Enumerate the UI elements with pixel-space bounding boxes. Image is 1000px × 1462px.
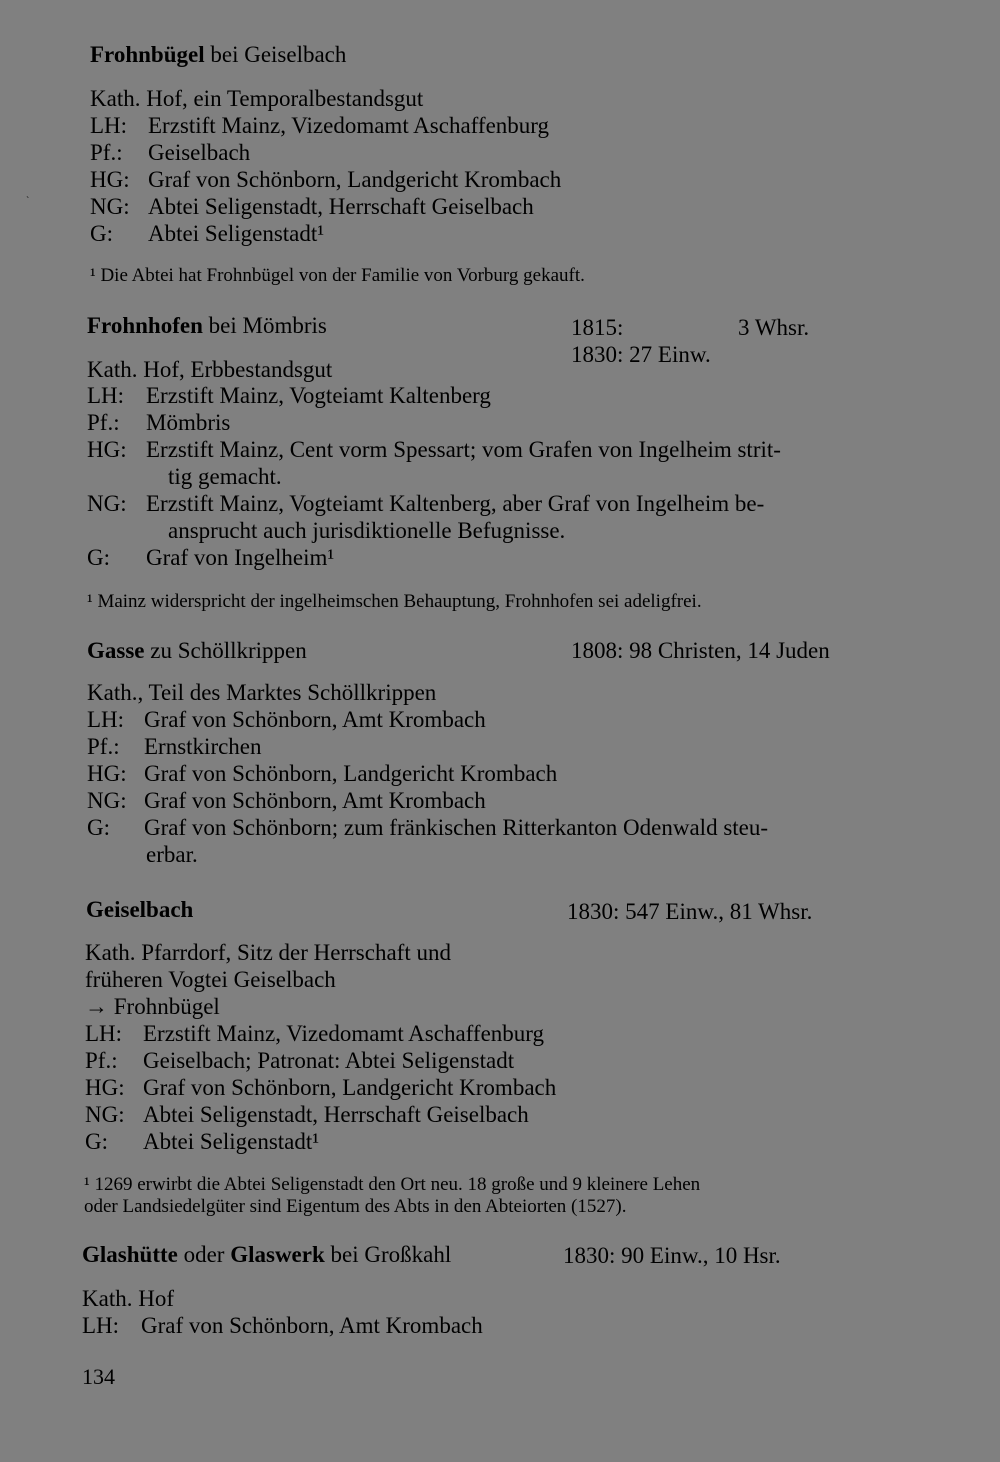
entry-description: Kath., Teil des Marktes Schöllkrippen bbox=[87, 680, 437, 705]
line-g bbox=[87, 545, 335, 571]
cross-reference-link[interactable]: → Frohnbügel bbox=[85, 994, 220, 1019]
line-continuation: ansprucht auch jurisdiktionelle Befugnisse. bbox=[168, 518, 566, 543]
entry-heading bbox=[87, 638, 307, 664]
line-value: Abtei Seligenstadt, Herrschaft Geiselbach bbox=[143, 1102, 529, 1127]
line-value: Graf von Ingelheim¹ bbox=[146, 545, 335, 570]
scan-speck: ` bbox=[26, 196, 30, 207]
line-hg bbox=[90, 167, 562, 193]
line-value: Erzstift Mainz, Vogteiamt Kaltenberg bbox=[146, 383, 491, 408]
line-label: LH: bbox=[87, 383, 125, 408]
line-pf bbox=[90, 140, 251, 166]
line-ng bbox=[85, 1102, 529, 1128]
line-ng bbox=[87, 491, 765, 517]
line-value: Erzstift Mainz, Cent vorm Spessart; vom Grafen von Ingelheim strit- bbox=[146, 437, 781, 462]
place-name: Glashütte bbox=[82, 1242, 178, 1267]
line-label: LH: bbox=[85, 1021, 123, 1046]
place-connector: oder bbox=[177, 1242, 231, 1267]
line-lh bbox=[87, 707, 486, 733]
place-name: Frohnhofen bbox=[87, 313, 203, 338]
place-name-alt: Glaswerk bbox=[230, 1242, 325, 1267]
line-g bbox=[85, 1129, 320, 1155]
line-continuation: erbar. bbox=[146, 842, 198, 867]
line-value: Graf von Schönborn, Landgericht Krombach bbox=[148, 167, 562, 192]
stat-line: 1830: 90 Einw., 10 Hsr. bbox=[563, 1243, 781, 1268]
line-value: Graf von Schönborn, Amt Krombach bbox=[141, 1313, 483, 1338]
line-lh bbox=[90, 113, 550, 139]
line-label: HG: bbox=[87, 437, 127, 462]
line-value: Abtei Seligenstadt¹ bbox=[143, 1129, 320, 1154]
place-suffix: bei Großkahl bbox=[324, 1242, 452, 1267]
line-label: LH: bbox=[90, 113, 128, 138]
footnote: ¹ Die Abtei hat Frohnbügel von der Familie von Vorburg gekauft. bbox=[90, 265, 585, 286]
line-pf bbox=[87, 734, 262, 760]
entry-description: Kath. Hof bbox=[82, 1286, 174, 1311]
line-label: Pf.: bbox=[90, 140, 123, 165]
line-value: Geiselbach; Patronat: Abtei Seligenstadt bbox=[143, 1048, 515, 1073]
line-value: Graf von Schönborn, Amt Krombach bbox=[144, 707, 486, 732]
line-value: Graf von Schönborn, Landgericht Krombach bbox=[144, 761, 558, 786]
line-value: Ernstkirchen bbox=[144, 734, 262, 759]
line-lh bbox=[82, 1313, 483, 1339]
line-value: Mömbris bbox=[146, 410, 231, 435]
footnote: ¹ 1269 erwirbt die Abtei Seligenstadt den Ort neu. 18 große und 9 kleinere Lehen bbox=[84, 1174, 701, 1195]
line-pf bbox=[87, 410, 231, 436]
footnote: oder Landsiedelgüter sind Eigentum des Abts in den Abteiorten (1527). bbox=[84, 1196, 627, 1217]
entry-description: früheren Vogtei Geiselbach bbox=[85, 967, 336, 992]
stat-line: 1808: 98 Christen, 14 Juden bbox=[571, 638, 830, 663]
stat-value: 3 Whsr. bbox=[738, 315, 810, 340]
line-value: Abtei Seligenstadt, Herrschaft Geiselbach bbox=[148, 194, 534, 219]
line-ng bbox=[87, 788, 486, 814]
line-label: LH: bbox=[82, 1313, 120, 1338]
line-value: Erzstift Mainz, Vogteiamt Kaltenberg, aber Graf von Ingelheim be- bbox=[146, 491, 765, 516]
line-label: HG: bbox=[85, 1075, 125, 1100]
line-hg bbox=[87, 761, 558, 787]
entry-description: Kath. Hof, Erbbestandsgut bbox=[87, 357, 333, 382]
stat-line: 1830: 27 Einw. bbox=[571, 342, 711, 367]
footnote: ¹ Mainz widerspricht der ingelheimschen Behauptung, Frohnhofen sei adeligfrei. bbox=[87, 591, 702, 612]
line-label: HG: bbox=[90, 167, 130, 192]
line-value: Abtei Seligenstadt¹ bbox=[148, 221, 325, 246]
line-label: Pf.: bbox=[87, 410, 120, 435]
stat-line: 1830: 547 Einw., 81 Whsr. bbox=[567, 899, 813, 924]
line-value: Graf von Schönborn; zum fränkischen Ritterkanton Odenwald steu- bbox=[144, 815, 769, 840]
line-label: NG: bbox=[87, 788, 127, 813]
line-pf bbox=[85, 1048, 515, 1074]
line-label: G: bbox=[90, 221, 113, 246]
line-hg bbox=[85, 1075, 557, 1101]
line-value: Erzstift Mainz, Vizedomamt Aschaffenburg bbox=[143, 1021, 545, 1046]
line-value: Graf von Schönborn, Landgericht Krombach bbox=[143, 1075, 557, 1100]
line-value: Graf von Schönborn, Amt Krombach bbox=[144, 788, 486, 813]
line-label: LH: bbox=[87, 707, 125, 732]
entry-heading bbox=[86, 897, 193, 923]
line-lh bbox=[87, 383, 491, 409]
line-label: NG: bbox=[87, 491, 127, 516]
place-name: Geiselbach bbox=[86, 897, 194, 922]
line-continuation: tig gemacht. bbox=[168, 464, 282, 489]
line-value: Erzstift Mainz, Vizedomamt Aschaffenburg bbox=[148, 113, 550, 138]
entry-heading bbox=[87, 313, 327, 339]
place-suffix: zu Schöllkrippen bbox=[144, 638, 307, 663]
line-lh bbox=[85, 1021, 545, 1047]
line-label: Pf.: bbox=[87, 734, 120, 759]
line-label: NG: bbox=[85, 1102, 125, 1127]
line-label: HG: bbox=[87, 761, 127, 786]
line-label: G: bbox=[85, 1129, 108, 1154]
line-label: G: bbox=[87, 815, 110, 840]
place-suffix: bei Mömbris bbox=[202, 313, 327, 338]
entry-description: Kath. Hof, ein Temporalbestandsgut bbox=[90, 86, 424, 111]
page-number: 134 bbox=[82, 1364, 115, 1389]
line-label: Pf.: bbox=[85, 1048, 118, 1073]
entry-heading bbox=[82, 1242, 451, 1268]
stat-year: 1815: bbox=[571, 315, 624, 340]
entry-description: Kath. Pfarrdorf, Sitz der Herrschaft und bbox=[85, 940, 451, 965]
line-label: NG: bbox=[90, 194, 130, 219]
line-g bbox=[90, 221, 325, 247]
place-name: Frohnbügel bbox=[90, 42, 205, 67]
place-suffix: bei Geiselbach bbox=[204, 42, 347, 67]
line-label: G: bbox=[87, 545, 110, 570]
entry-heading bbox=[90, 42, 346, 68]
line-ng bbox=[90, 194, 534, 220]
line-value: Geiselbach bbox=[148, 140, 251, 165]
line-hg bbox=[87, 437, 781, 463]
place-name: Gasse bbox=[87, 638, 145, 663]
line-g bbox=[87, 815, 769, 841]
